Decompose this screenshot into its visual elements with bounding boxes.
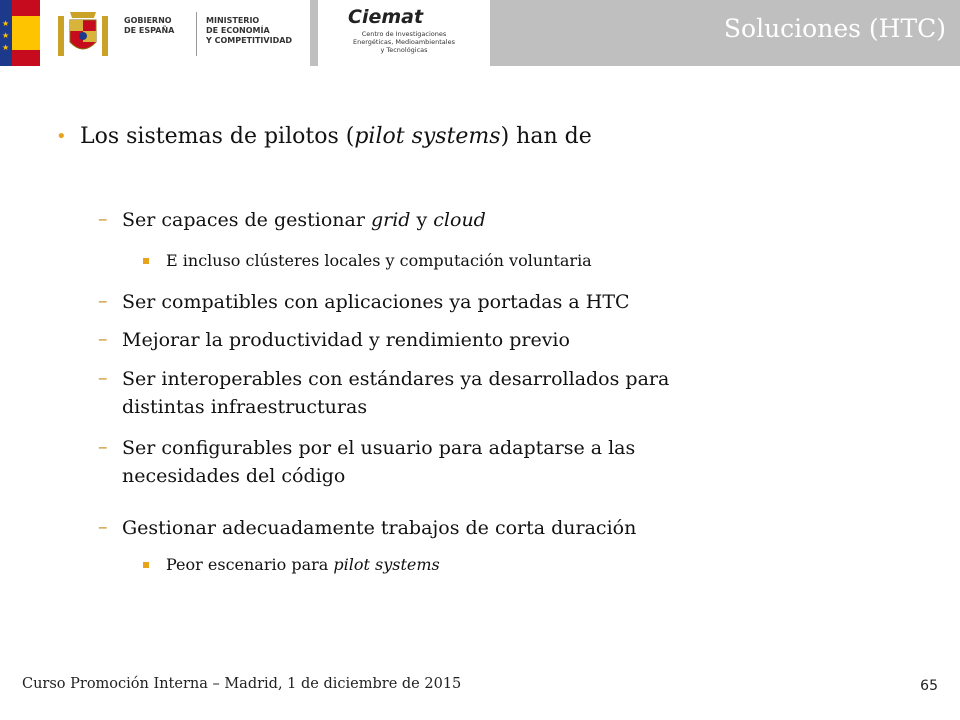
list-item: Gestionar adecuadamente trabajos de corta duración xyxy=(122,517,637,539)
list-subitem: Peor escenario para pilot systems xyxy=(166,555,440,574)
dash-icon: – xyxy=(98,208,108,230)
government-logo xyxy=(0,0,310,66)
list-subitem: E incluso clústeres locales y computación voluntaria xyxy=(166,251,592,270)
dash-icon: – xyxy=(98,516,108,538)
flag-icon: ★ ★ ★ xyxy=(0,0,40,66)
list-item: Ser configurables por el usuario para adaptarse a las necesidades del código xyxy=(122,437,636,487)
ciemat-logo xyxy=(318,0,490,66)
dash-icon: – xyxy=(98,436,108,458)
list-item: Ser capaces de gestionar grid y cloud xyxy=(122,209,486,231)
ciemat-wordmark: Ciemat xyxy=(348,6,424,28)
main-bullet-text: Los sistemas de pilotos (pilot systems) han de xyxy=(80,124,592,149)
header-bar xyxy=(0,0,960,66)
dash-icon: – xyxy=(98,367,108,389)
ministry-label: MINISTERIO DE ECONOMÍA Y COMPETITIVIDAD xyxy=(206,16,293,45)
dash-icon: – xyxy=(98,290,108,312)
ciemat-subtitle: Centro de Investigaciones Energéticas, Medioambientales y Tecnológicas xyxy=(353,30,455,54)
coat-of-arms-icon xyxy=(54,6,112,62)
list-item: Ser interoperables con estándares ya desarrollados para distintas infraestructuras xyxy=(122,368,670,418)
bullet-icon: • xyxy=(56,126,67,147)
government-label: GOBIERNO DE ESPAÑA xyxy=(124,16,175,35)
dash-icon: – xyxy=(98,328,108,350)
list-item: Ser compatibles con aplicaciones ya portadas a HTC xyxy=(122,291,630,313)
page-number: 65 xyxy=(920,678,938,694)
slide-title: Soluciones (HTC) xyxy=(723,14,946,43)
square-bullet-icon xyxy=(143,258,149,264)
square-bullet-icon xyxy=(143,562,149,568)
footer-text: Curso Promoción Interna – Madrid, 1 de diciembre de 2015 xyxy=(22,676,462,692)
list-item: Mejorar la productividad y rendimiento previo xyxy=(122,329,570,351)
